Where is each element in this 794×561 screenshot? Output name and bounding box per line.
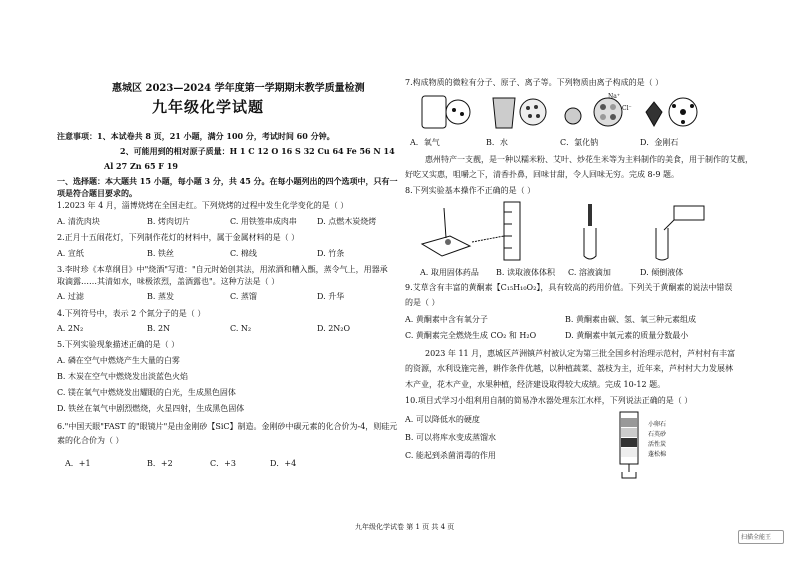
solid-sampling-figure — [422, 208, 470, 256]
exam-title: 惠城区 2023—2024 学年度第一学期期末教学质量检测 — [112, 83, 365, 94]
notes-line-2: 2、可能用到的相对原子质量：H 1 C 12 O 16 S 32 Cu 64 Fe 56 N 14 — [120, 146, 395, 156]
q9-option-d: D. 黄酮素中氧元素的质量分数最小 — [565, 331, 689, 340]
passage1-line-1: 惠州特产一支靓，是一种以糯米粉、艾叶、炒花生米等为主料制作的美食，用于制作的艾靓， — [425, 155, 753, 164]
q8-figures — [412, 198, 712, 264]
q4-option-b: B. 2N — [147, 324, 171, 333]
q2-stem: 2.正月十五闹花灯，下列制作花灯的材料中，属于金属材料的是（ ） — [57, 233, 300, 242]
q2-option-c: C. 棉线 — [230, 249, 257, 258]
q3-option-c: C. 蒸馏 — [230, 292, 257, 301]
passage1-line-2: 好吃又实惠，咀嚼之下，清香扑鼻，回味甘甜，令人回味无穷。完成 8-9 题。 — [405, 170, 679, 179]
q6-line-2: 素的化合价为（ ） — [57, 436, 124, 445]
q4-option-d: D. 2N₂O — [317, 324, 351, 333]
diamond-figure — [646, 98, 697, 126]
layer-label-2: 石英砂 — [648, 431, 667, 438]
dropper-test-tube-figure — [584, 204, 596, 259]
notes-line-3: Al 27 Zn 65 F 19 — [104, 161, 178, 171]
q9-line-2: 的是（ ） — [405, 298, 440, 307]
section1-line-1: 一、选择题：本大题共 15 小题，每小题 3 分，共 45 分。在每小题列出的四个选项中，只有一 — [57, 176, 398, 186]
q5-option-a: A. 磷在空气中燃烧产生大量的白雾 — [57, 356, 180, 365]
q8-option-a: A. 取用固体药品 — [420, 268, 479, 277]
q2-option-a: A. 宣纸 — [57, 249, 84, 258]
na-ion-label: Na⁺ — [608, 93, 620, 100]
water-cup-figure — [493, 98, 546, 128]
q7-option-a: A．氧气 — [410, 138, 440, 147]
q6-option-d: D．+4 — [270, 459, 297, 468]
q9-option-a: A. 黄酮素中含有氧分子 — [405, 315, 488, 324]
q10-option-b: B. 可以将库水变成蒸馏水 — [405, 433, 496, 442]
q7-option-c: C．氯化钠 — [560, 138, 599, 147]
q5-option-d: D. 铁丝在氧气中剧烈燃烧，火星四射，生成黑色固体 — [57, 404, 245, 413]
q8-stem: 8.下列实验基本操作不正确的是（ ） — [405, 186, 536, 195]
q3-line-1: 3.李时珍《本草纲目》中"烧酒"写道："自元时始创其法，用浓酒和糟入甑，蒸令气上，用器承 — [57, 265, 388, 274]
q2-option-b: B. 铁丝 — [147, 249, 174, 258]
sodium-chloride-figure — [565, 98, 622, 126]
watermark-label: 扫描全能王 — [741, 534, 772, 541]
q4-stem: 4.下列符号中，表示 2 个氮分子的是（ ） — [57, 309, 206, 318]
q7-option-d: D．金刚石 — [640, 138, 679, 147]
q5-option-c: C. 镁在氧气中燃烧发出耀眼的白光，生成黑色固体 — [57, 388, 236, 397]
water-purifier-figure — [612, 410, 652, 480]
q7-option-b: B．水 — [486, 138, 508, 147]
q9-option-c: C. 黄酮素完全燃烧生成 CO₂ 和 H₂O — [405, 331, 537, 340]
q1-option-d: D. 点燃木炭烧烤 — [317, 217, 377, 226]
q8-option-d: D. 倾倒液体 — [640, 268, 684, 277]
passage2-line-1: 2023 年 11 月，惠城区芦洲镇芦村被认定为第三批全国乡村治理示范村，芦村村有丰富 — [425, 349, 736, 358]
q5-option-b: B. 木炭在空气中燃烧发出淡蓝色火焰 — [57, 372, 188, 381]
layer-label-4: 蓬松棉 — [648, 451, 667, 458]
q1-stem: 1.2023 年 4 月，淄博烧烤在全国走红。下列烧烤的过程中发生化学变化的是（ ） — [57, 201, 349, 210]
oxygen-jar-figure — [422, 96, 470, 128]
q5-stem: 5.下列实验现象描述正确的是（ ） — [57, 340, 180, 349]
q6-option-b: B．+2 — [147, 459, 173, 468]
layer-label-3: 活性炭 — [648, 441, 667, 448]
q1-option-c: C. 用铁签串成肉串 — [230, 217, 297, 226]
q9-line-1: 9.艾草含有丰富的黄酮素【C₁₅H₁₀O₂】，具有较高的药用价值。下列关于黄酮素的说法中错误 — [405, 283, 733, 292]
q10-option-a: A. 可以降低水的硬度 — [405, 415, 480, 424]
q8-option-c: C. 溶液滴加 — [568, 268, 611, 277]
q10-option-c: C. 能起到杀菌消毒的作用 — [405, 451, 496, 460]
pouring-liquid-figure — [656, 206, 704, 260]
q8-option-b: B. 读取液体体积 — [496, 268, 555, 277]
q3-line-2: 取滴露……其清如水，味极浓烈，盖酒露也"。这种方法是（ ） — [57, 277, 280, 286]
q3-option-a: A. 过滤 — [57, 292, 84, 301]
q9-option-b: B. 黄酮素由碳、氢、氧三种元素组成 — [565, 315, 696, 324]
q6-line-1: 6."中国天眼"FAST 的"眼镜片"是由金刚砂【SiC】制造。金刚砂中碳元素的化合价为-4，则硅元 — [57, 422, 398, 431]
q2-option-d: D. 竹条 — [317, 249, 345, 258]
q3-option-b: B. 蒸发 — [147, 292, 174, 301]
scanner-watermark — [738, 530, 784, 544]
page-footer: 九年级化学试卷 第 1 页 共 4 页 — [355, 523, 455, 531]
passage2-line-2: 的资源，水利设施完善，耕作条件优越，以种植蔬菜、荔枝为主，近年来，芦村村大力发展林 — [405, 364, 733, 373]
q7-stem: 7.构成物质的微粒有分子、原子、离子等。下列物质由离子构成的是（ ） — [405, 78, 664, 87]
section1-line-2: 项是符合题目要求的。 — [57, 188, 137, 198]
q3-option-d: D. 升华 — [317, 292, 345, 301]
q4-option-c: C. N₂ — [230, 324, 252, 333]
cl-ion-label: Cl⁻ — [622, 105, 632, 112]
notes-line-1: 注意事项：1、本试卷共 8 页，21 小题，满分 100 分，考试时间 60 分钟。 — [57, 131, 335, 141]
q6-option-c: C．+3 — [210, 459, 236, 468]
q1-option-a: A. 清洗肉块 — [57, 217, 100, 226]
passage2-line-3: 木产业，花木产业，水果种植，经济建设取得较大成绩。完成 10-12 题。 — [405, 380, 666, 389]
q10-stem: 10.项目式学习小组利用自制的简易净水器处理东江水样，下列说法正确的是（ ） — [405, 396, 693, 405]
q1-option-b: B. 烤肉切片 — [147, 217, 190, 226]
q4-option-a: A. 2N₂ — [57, 324, 84, 333]
exam-subtitle: 九年级化学试题 — [152, 98, 265, 116]
layer-label-1: 小卵石 — [648, 421, 667, 428]
q6-option-a: A．+1 — [65, 459, 91, 468]
graduated-cylinder-figure — [472, 202, 520, 260]
q7-figures — [418, 92, 718, 132]
